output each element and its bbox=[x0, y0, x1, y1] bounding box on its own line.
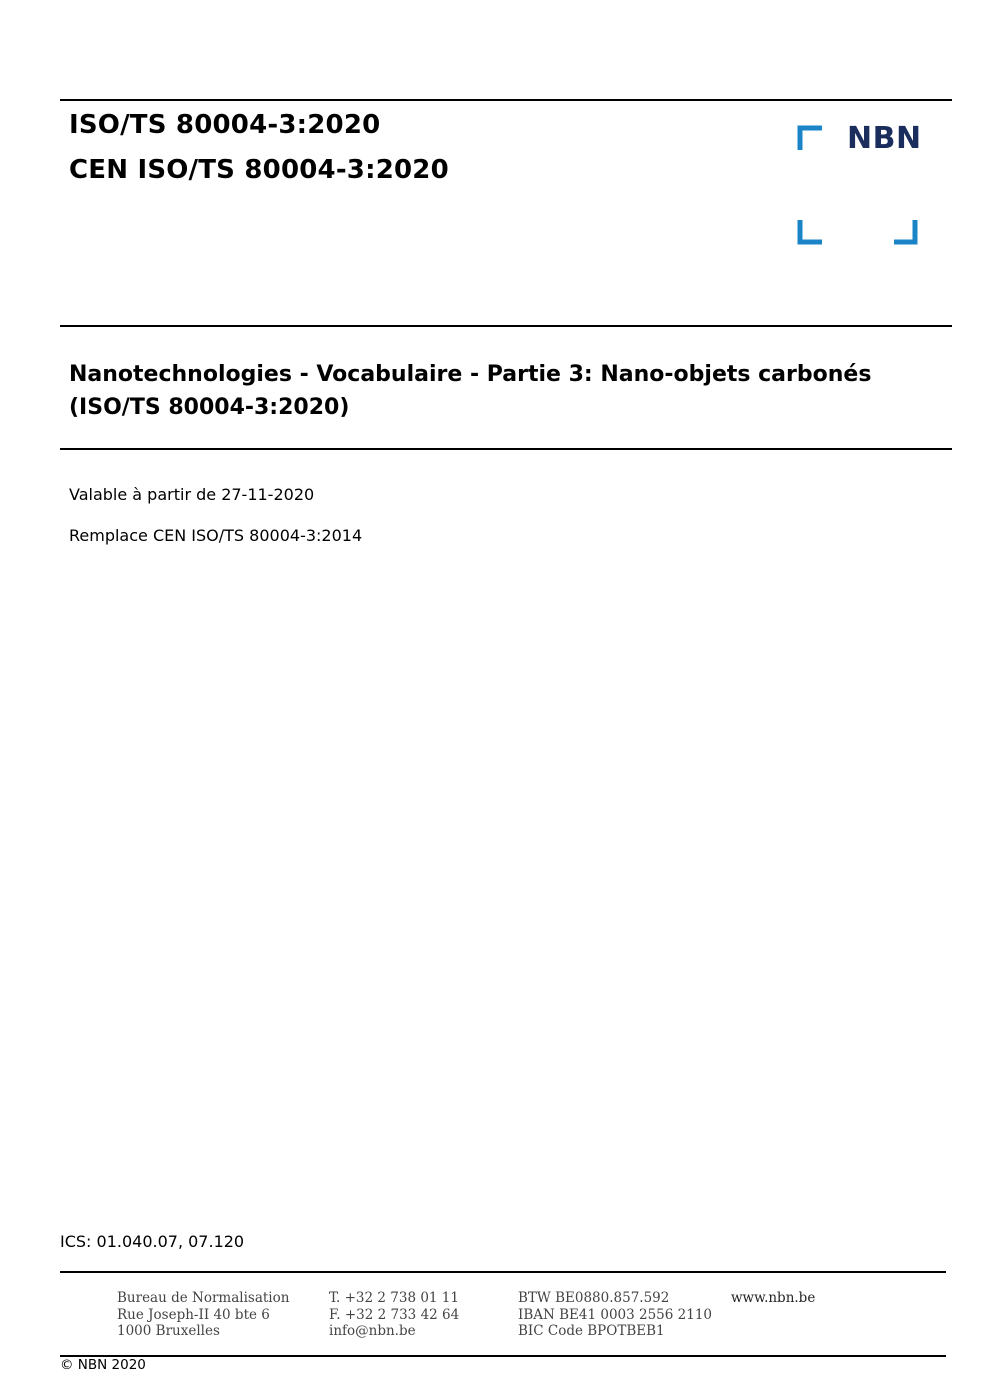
standard-code-cen: CEN ISO/TS 80004-3:2020 bbox=[69, 155, 449, 185]
nbn-logo bbox=[796, 121, 922, 246]
title-top-rule bbox=[60, 325, 952, 327]
website-link[interactable]: www.nbn.be bbox=[731, 1290, 816, 1306]
email-link[interactable]: info@nbn.be bbox=[329, 1323, 416, 1339]
footer-bottom-rule bbox=[60, 1355, 946, 1357]
bic-code: BIC Code BPOTBEB1 bbox=[518, 1323, 665, 1339]
standard-code-iso: ISO/TS 80004-3:2020 bbox=[69, 110, 381, 140]
title-bottom-rule bbox=[60, 448, 952, 450]
footer-website bbox=[731, 1290, 815, 1307]
footer-address bbox=[117, 1290, 289, 1340]
address-line: Bureau de Normalisation bbox=[117, 1290, 290, 1306]
footer-top-rule bbox=[60, 1271, 946, 1273]
valid-from: Valable à partir de 27-11-2020 bbox=[69, 485, 315, 504]
title-line-2: (ISO/TS 80004-3:2020) bbox=[69, 395, 350, 420]
address-line: Rue Joseph-II 40 bte 6 bbox=[117, 1306, 270, 1323]
ics-codes: ICS: 01.040.07, 07.120 bbox=[60, 1232, 245, 1251]
top-rule bbox=[60, 99, 952, 101]
iban: IBAN BE41 0003 2556 2110 bbox=[518, 1306, 713, 1323]
footer-bank bbox=[518, 1290, 712, 1340]
logo-text: NBN bbox=[847, 121, 922, 156]
footer-contact bbox=[329, 1290, 459, 1340]
fax: F. +32 2 733 42 64 bbox=[329, 1306, 460, 1323]
phone: T. +32 2 738 01 11 bbox=[329, 1290, 459, 1306]
copyright: © NBN 2020 bbox=[60, 1357, 146, 1373]
replaces: Remplace CEN ISO/TS 80004-3:2014 bbox=[69, 526, 363, 545]
vat-number: BTW BE0880.857.592 bbox=[518, 1290, 670, 1306]
document-title bbox=[69, 358, 949, 424]
title-line-1: Nanotechnologies - Vocabulaire - Partie 3: Nano-objets carbonés bbox=[69, 362, 872, 387]
address-line: 1000 Bruxelles bbox=[117, 1323, 220, 1339]
